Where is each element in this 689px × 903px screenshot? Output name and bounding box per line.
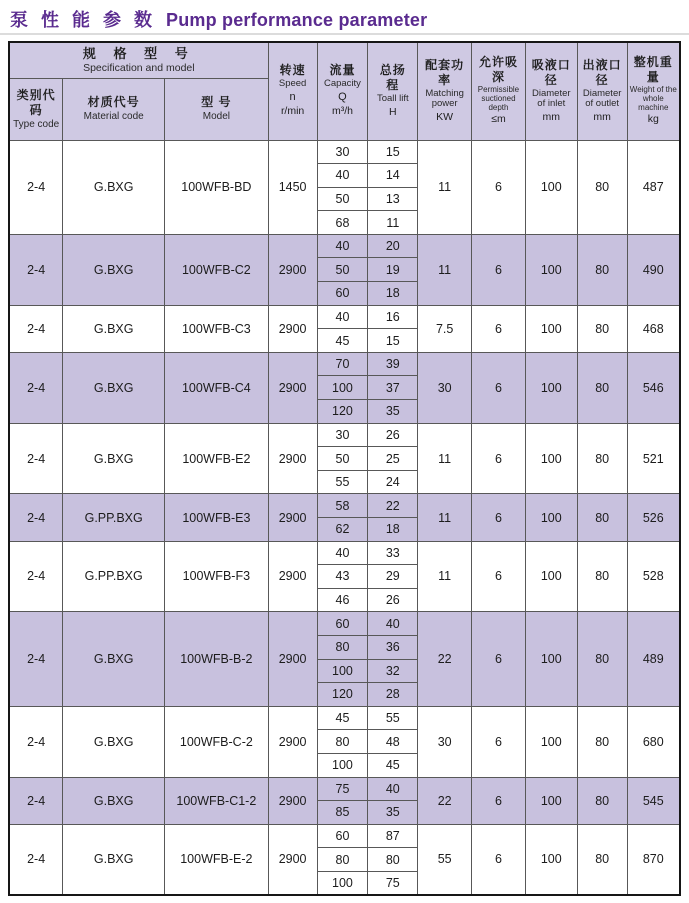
cell-speed: 2900 [268,541,317,612]
header-capacity-unit: m³/h [331,105,353,118]
cell-power: 22 [418,612,472,706]
cell-capacity: 60 [317,824,368,848]
cell-suction-depth: 6 [472,612,526,706]
cell-inlet-diameter: 100 [525,140,577,234]
cell-type-code: 2-4 [9,824,63,895]
cell-material-code: G.BXG [63,140,165,234]
cell-suction-depth: 6 [472,352,526,423]
cell-capacity: 40 [317,234,368,258]
cell-lift: 35 [368,400,418,424]
cell-lift: 15 [368,329,418,353]
title-divider [0,33,689,35]
cell-speed: 2900 [268,706,317,777]
header-speed-en: Speed [278,78,307,90]
table-row [9,140,680,164]
cell-capacity: 43 [317,565,368,589]
cell-capacity: 120 [317,400,368,424]
cell-type-code: 2-4 [9,494,63,541]
header-material-code [63,78,165,140]
cell-model: 100WFB-E3 [165,494,269,541]
cell-weight: 546 [627,352,680,423]
page-title-chinese: 泵 性 能 参 数 [10,10,157,30]
cell-weight: 545 [627,777,680,824]
table-row [9,352,680,376]
cell-lift: 19 [368,258,418,282]
header-inlet-diameter-zh: 吸液口径 [531,57,571,87]
header-power-zh: 配套功率 [425,57,465,87]
cell-capacity: 45 [317,706,368,730]
table-row [9,824,680,848]
table-row [9,305,680,329]
cell-type-code: 2-4 [9,777,63,824]
cell-suction-depth: 6 [472,494,526,541]
cell-outlet-diameter: 80 [577,234,627,305]
cell-inlet-diameter: 100 [525,423,577,494]
cell-model: 100WFB-E2 [165,423,269,494]
cell-lift: 18 [368,282,418,306]
header-capacity-en: Capacity [323,78,361,90]
cell-capacity: 40 [317,541,368,565]
cell-speed: 2900 [268,234,317,305]
cell-capacity: 30 [317,140,368,164]
cell-capacity: 80 [317,635,368,659]
cell-lift: 11 [368,211,418,235]
header-capacity-zh: 流量 [329,63,356,78]
cell-speed: 2900 [268,824,317,895]
table-header [9,42,680,140]
cell-lift: 26 [368,423,418,447]
cell-lift: 33 [368,541,418,565]
cell-inlet-diameter: 100 [525,494,577,541]
cell-capacity: 80 [317,848,368,872]
table-body [9,140,680,895]
header-inlet-diameter-unit: mm [542,111,561,124]
cell-outlet-diameter: 80 [577,352,627,423]
cell-outlet-diameter: 80 [577,777,627,824]
cell-capacity: 55 [317,470,368,494]
cell-lift: 18 [368,518,418,542]
header-spec-group [9,42,268,78]
cell-inlet-diameter: 100 [525,706,577,777]
cell-weight: 870 [627,824,680,895]
cell-lift: 80 [368,848,418,872]
table-row [9,541,680,565]
header-weight-unit: kg [647,113,659,126]
cell-suction-depth: 6 [472,777,526,824]
cell-capacity: 100 [317,753,368,777]
cell-capacity: 46 [317,588,368,612]
cell-material-code: G.BXG [63,706,165,777]
cell-model: 100WFB-C4 [165,352,269,423]
cell-lift: 35 [368,801,418,825]
header-type-code-en: Type code [13,118,60,130]
cell-inlet-diameter: 100 [525,352,577,423]
table-row [9,777,680,801]
cell-lift: 37 [368,376,418,400]
cell-type-code: 2-4 [9,352,63,423]
cell-capacity: 40 [317,305,368,329]
cell-model: 100WFB-BD [165,140,269,234]
header-spec-group-zh: 规 格 型 号 [82,45,195,61]
cell-speed: 2900 [268,352,317,423]
cell-lift: 22 [368,494,418,518]
cell-power: 11 [418,423,472,494]
cell-power: 11 [418,494,472,541]
cell-capacity: 62 [317,518,368,542]
cell-type-code: 2-4 [9,305,63,352]
cell-capacity: 60 [317,612,368,636]
cell-lift: 75 [368,871,418,895]
cell-outlet-diameter: 80 [577,541,627,612]
header-power-en: Matching power [425,87,464,110]
table-row [9,234,680,258]
header-row-group [9,42,680,78]
cell-power: 22 [418,777,472,824]
header-speed-zh: 转速 [279,63,306,78]
cell-suction-depth: 6 [472,423,526,494]
header-suction-depth-en: Permissible suctioned depth [477,85,520,112]
cell-speed: 2900 [268,777,317,824]
cell-lift: 14 [368,164,418,188]
header-weight [627,42,680,140]
header-suction-depth-unit: ≤m [491,113,506,126]
cell-type-code: 2-4 [9,612,63,706]
cell-type-code: 2-4 [9,234,63,305]
cell-outlet-diameter: 80 [577,140,627,234]
cell-lift: 20 [368,234,418,258]
pump-performance-table [8,41,681,896]
cell-power: 11 [418,140,472,234]
cell-material-code: G.PP.BXG [63,494,165,541]
cell-capacity: 50 [317,447,368,471]
cell-outlet-diameter: 80 [577,423,627,494]
header-type-code-zh: 类别代码 [16,87,56,117]
cell-speed: 1450 [268,140,317,234]
cell-weight: 521 [627,423,680,494]
header-model [165,78,269,140]
cell-model: 100WFB-C3 [165,305,269,352]
header-model-zh: 型 号 [201,95,232,110]
cell-lift: 13 [368,187,418,211]
cell-speed: 2900 [268,612,317,706]
cell-capacity: 80 [317,730,368,754]
cell-lift: 40 [368,777,418,801]
cell-model: 100WFB-C1-2 [165,777,269,824]
cell-power: 55 [418,824,472,895]
header-weight-zh: 整机重量 [633,55,673,85]
cell-capacity: 50 [317,258,368,282]
cell-weight: 526 [627,494,680,541]
cell-material-code: G.BXG [63,824,165,895]
cell-capacity: 68 [317,211,368,235]
cell-model: 100WFB-F3 [165,541,269,612]
cell-model: 100WFB-C2 [165,234,269,305]
cell-outlet-diameter: 80 [577,706,627,777]
cell-suction-depth: 6 [472,305,526,352]
cell-material-code: G.BXG [63,305,165,352]
header-speed [268,42,317,140]
header-capacity [317,42,368,140]
header-lift-en: Toall lift [376,93,409,105]
header-outlet-diameter-en: Diameter of outlet [582,87,622,110]
cell-outlet-diameter: 80 [577,305,627,352]
table-row [9,423,680,447]
cell-capacity: 75 [317,777,368,801]
cell-inlet-diameter: 100 [525,777,577,824]
cell-material-code: G.BXG [63,352,165,423]
cell-outlet-diameter: 80 [577,494,627,541]
cell-outlet-diameter: 80 [577,824,627,895]
cell-weight: 490 [627,234,680,305]
cell-suction-depth: 6 [472,541,526,612]
cell-suction-depth: 6 [472,706,526,777]
cell-lift: 45 [368,753,418,777]
cell-lift: 36 [368,635,418,659]
header-model-en: Model [202,111,230,123]
cell-capacity: 120 [317,683,368,707]
cell-model: 100WFB-C-2 [165,706,269,777]
cell-model: 100WFB-B-2 [165,612,269,706]
cell-capacity: 70 [317,352,368,376]
header-power-unit: KW [436,111,454,124]
cell-lift: 87 [368,824,418,848]
cell-power: 30 [418,352,472,423]
header-outlet-diameter-zh: 出液口径 [582,57,622,87]
cell-material-code: G.BXG [63,423,165,494]
cell-lift: 16 [368,305,418,329]
cell-lift: 15 [368,140,418,164]
cell-weight: 487 [627,140,680,234]
cell-weight: 528 [627,541,680,612]
header-weight-en: Weight of the whole machine [629,85,677,112]
header-spec-group-en: Specification and model [83,62,195,74]
cell-inlet-diameter: 100 [525,305,577,352]
header-outlet-diameter [577,42,627,140]
header-lift-unit: H [389,105,397,118]
cell-weight: 468 [627,305,680,352]
table-row [9,612,680,636]
cell-inlet-diameter: 100 [525,234,577,305]
cell-speed: 2900 [268,305,317,352]
cell-power: 11 [418,234,472,305]
cell-capacity: 100 [317,659,368,683]
cell-lift: 48 [368,730,418,754]
table-row [9,706,680,730]
table-row [9,494,680,518]
header-capacity-symbol: Q [338,91,347,104]
header-type-code [9,78,63,140]
page-title-english: Pump performance parameter [166,10,428,30]
header-suction-depth-zh: 允许吸深 [478,55,518,85]
cell-weight: 489 [627,612,680,706]
cell-inlet-diameter: 100 [525,824,577,895]
header-suction-depth [472,42,526,140]
cell-weight: 680 [627,706,680,777]
cell-suction-depth: 6 [472,824,526,895]
cell-capacity: 30 [317,423,368,447]
cell-material-code: G.BXG [63,612,165,706]
cell-lift: 26 [368,588,418,612]
cell-capacity: 100 [317,376,368,400]
header-inlet-diameter [525,42,577,140]
cell-capacity: 40 [317,164,368,188]
cell-speed: 2900 [268,423,317,494]
cell-lift: 28 [368,683,418,707]
cell-type-code: 2-4 [9,541,63,612]
cell-lift: 40 [368,612,418,636]
header-lift [368,42,418,140]
cell-power: 7.5 [418,305,472,352]
cell-inlet-diameter: 100 [525,612,577,706]
cell-lift: 32 [368,659,418,683]
cell-capacity: 85 [317,801,368,825]
cell-lift: 55 [368,706,418,730]
cell-suction-depth: 6 [472,234,526,305]
cell-outlet-diameter: 80 [577,612,627,706]
cell-lift: 25 [368,447,418,471]
header-speed-unit: r/min [280,105,305,118]
header-material-code-en: Material code [83,111,144,123]
cell-material-code: G.BXG [63,234,165,305]
header-speed-symbol: n [289,91,296,104]
cell-capacity: 100 [317,871,368,895]
page-title [10,6,427,32]
header-lift-zh: 总扬程 [379,63,406,93]
cell-capacity: 60 [317,282,368,306]
cell-material-code: G.PP.BXG [63,541,165,612]
cell-material-code: G.BXG [63,777,165,824]
cell-lift: 39 [368,352,418,376]
cell-lift: 24 [368,470,418,494]
cell-capacity: 58 [317,494,368,518]
header-inlet-diameter-en: Diameter of inlet [532,87,571,110]
cell-power: 11 [418,541,472,612]
cell-speed: 2900 [268,494,317,541]
cell-power: 30 [418,706,472,777]
cell-capacity: 50 [317,187,368,211]
cell-capacity: 45 [317,329,368,353]
cell-type-code: 2-4 [9,423,63,494]
cell-type-code: 2-4 [9,140,63,234]
header-outlet-diameter-unit: mm [593,111,611,124]
header-power [418,42,472,140]
cell-suction-depth: 6 [472,140,526,234]
cell-lift: 29 [368,565,418,589]
cell-type-code: 2-4 [9,706,63,777]
cell-model: 100WFB-E-2 [165,824,269,895]
cell-inlet-diameter: 100 [525,541,577,612]
header-material-code-zh: 材质代号 [87,95,140,110]
